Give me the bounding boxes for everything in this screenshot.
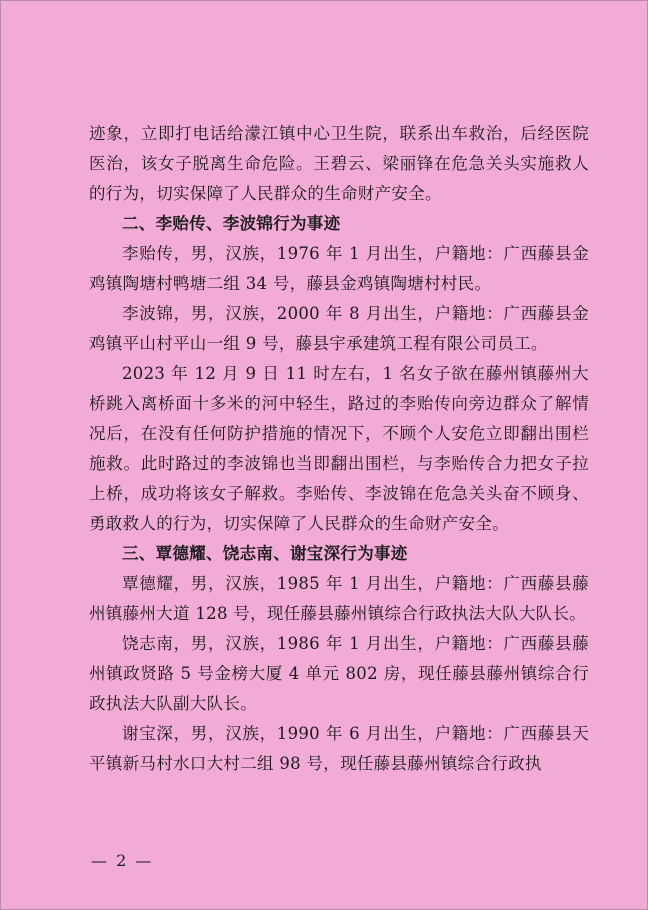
page-number: — 2 — bbox=[91, 851, 154, 870]
paragraph-rescue-event: 2023 年 12 月 9 日 11 时左右，1 名女子欲在藤州镇藤州大桥跳入离桥面十多米的河中轻生，路过的李贻传向旁边群众了解情况后，在没有任何防护措施的情况下，不顾个人安危立即翻出围栏施救。此时路过的李波锦也当即翻出围栏，与李贻传合力把女子拉上桥，成功将该女子解救。李贻传、李波锦在危急关头奋不顾身、勇敢救人的行为，切实保障了人民群众的生命财产安全。 bbox=[89, 364, 589, 533]
paragraph-continuation: 迹象，立即打电话给濛江镇中心卫生院，联系出车救治，后经医院医治，该女子脱离生命危险。王碧云、梁丽锋在危急关头实施救人的行为，切实保障了人民群众的生命财产安全。 bbox=[89, 124, 589, 203]
paragraph-xie-baoshen: 谢宝深，男，汉族，1990 年 6 月出生，户籍地：广西藤县天平镇新马村水口大村二组 98 号，现任藤县藤州镇综合行政执 bbox=[89, 724, 589, 773]
section-heading-3: 三、覃德耀、饶志南、谢宝深行为事迹 bbox=[122, 544, 408, 563]
document-body bbox=[89, 119, 589, 779]
section-heading-2: 二、李贻传、李波锦行为事迹 bbox=[122, 214, 341, 233]
paragraph-qin-deyao: 覃德耀，男，汉族，1985 年 1 月出生，户籍地：广西藤县藤州镇藤州大道 128 号，现任藤县藤州镇综合行政执法大队大队长。 bbox=[89, 574, 589, 623]
paragraph-li-bojin: 李波锦，男，汉族，2000 年 8 月出生，户籍地：广西藤县金鸡镇平山村平山一组 9 号，藤县宇承建筑工程有限公司员工。 bbox=[89, 304, 589, 353]
paragraph-li-yichuan: 李贻传，男，汉族，1976 年 1 月出生，户籍地：广西藤县金鸡镇陶塘村鸭塘二组 34 号，藤县金鸡镇陶塘村村民。 bbox=[89, 244, 589, 293]
paragraph-rao-zhinan: 饶志南，男，汉族，1986 年 1 月出生，户籍地：广西藤县藤州镇政贤路 5 号金榜大厦 4 单元 802 房，现任藤县藤州镇综合行政执法大队副大队长。 bbox=[89, 634, 589, 713]
